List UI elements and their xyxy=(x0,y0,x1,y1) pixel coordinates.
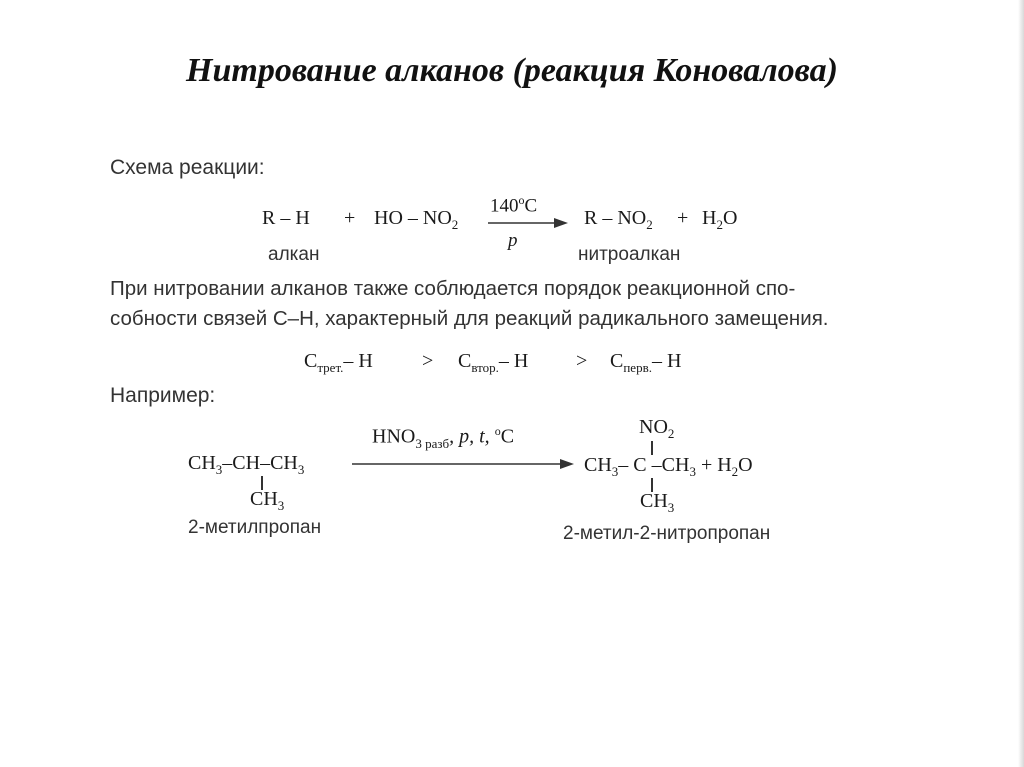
scheme-plus-2: + xyxy=(677,207,689,229)
slide-edge-shadow xyxy=(1018,0,1024,767)
example-heading: Например: xyxy=(110,384,216,407)
scheme-product-nitroalkane: R – $NO_2$ xyxy=(584,207,653,232)
example-product-chain: $CH_3-$ C $-CH_3 + H_2O$ xyxy=(584,454,753,479)
example-product-bond-top xyxy=(651,441,653,455)
order-tertiary: $C_{трет.}-$ H xyxy=(304,350,373,375)
scheme-product-water: $H_2O$ xyxy=(702,207,738,232)
scheme-plus-1: + xyxy=(344,207,356,229)
slide-title: Нитрование алканов (реакция Коновалова) xyxy=(186,52,838,89)
scheme-reaction-arrow xyxy=(488,217,568,229)
order-primary: $C_{перв.}-$ H xyxy=(610,350,682,375)
scheme-label-nitroalkane: нитроалкан xyxy=(578,244,681,265)
paragraph-line-2: собности связей C–H, характерный для реакций радикального замещения. xyxy=(110,307,829,330)
example-product-no2: $NO_2$ xyxy=(639,416,675,441)
example-label-product: 2-метил-2-нитропропан xyxy=(563,523,771,544)
scheme-reactant-rh: R – H xyxy=(262,207,310,229)
scheme-label-alkane: алкан xyxy=(268,244,320,265)
example-reactant-branch: $CH_3$ xyxy=(250,488,285,513)
order-gt-2: > xyxy=(576,350,588,372)
example-reaction-arrow xyxy=(352,458,574,470)
order-gt-1: > xyxy=(422,350,434,372)
example-reactant-chain: $CH_3-CH-CH_3$ xyxy=(188,452,305,477)
order-secondary: $C_{втор.}-$ H xyxy=(458,350,529,375)
paragraph-line-1: При нитровании алканов также соблюдается порядок реакционной спо- xyxy=(110,277,796,300)
example-label-reactant: 2-метилпропан xyxy=(188,517,322,538)
example-reagent: $HNO_{3 разб}$, p, t, $^o$C xyxy=(372,424,515,451)
example-product-branch: $CH_3$ xyxy=(640,490,675,515)
scheme-reactant-nitric-acid: HO – $NO_2$ xyxy=(374,207,459,232)
scheme-heading: Схема реакции: xyxy=(110,156,265,179)
scheme-condition-temperature: 140$^o$C xyxy=(490,193,538,217)
scheme-condition-pressure: p xyxy=(508,230,518,251)
